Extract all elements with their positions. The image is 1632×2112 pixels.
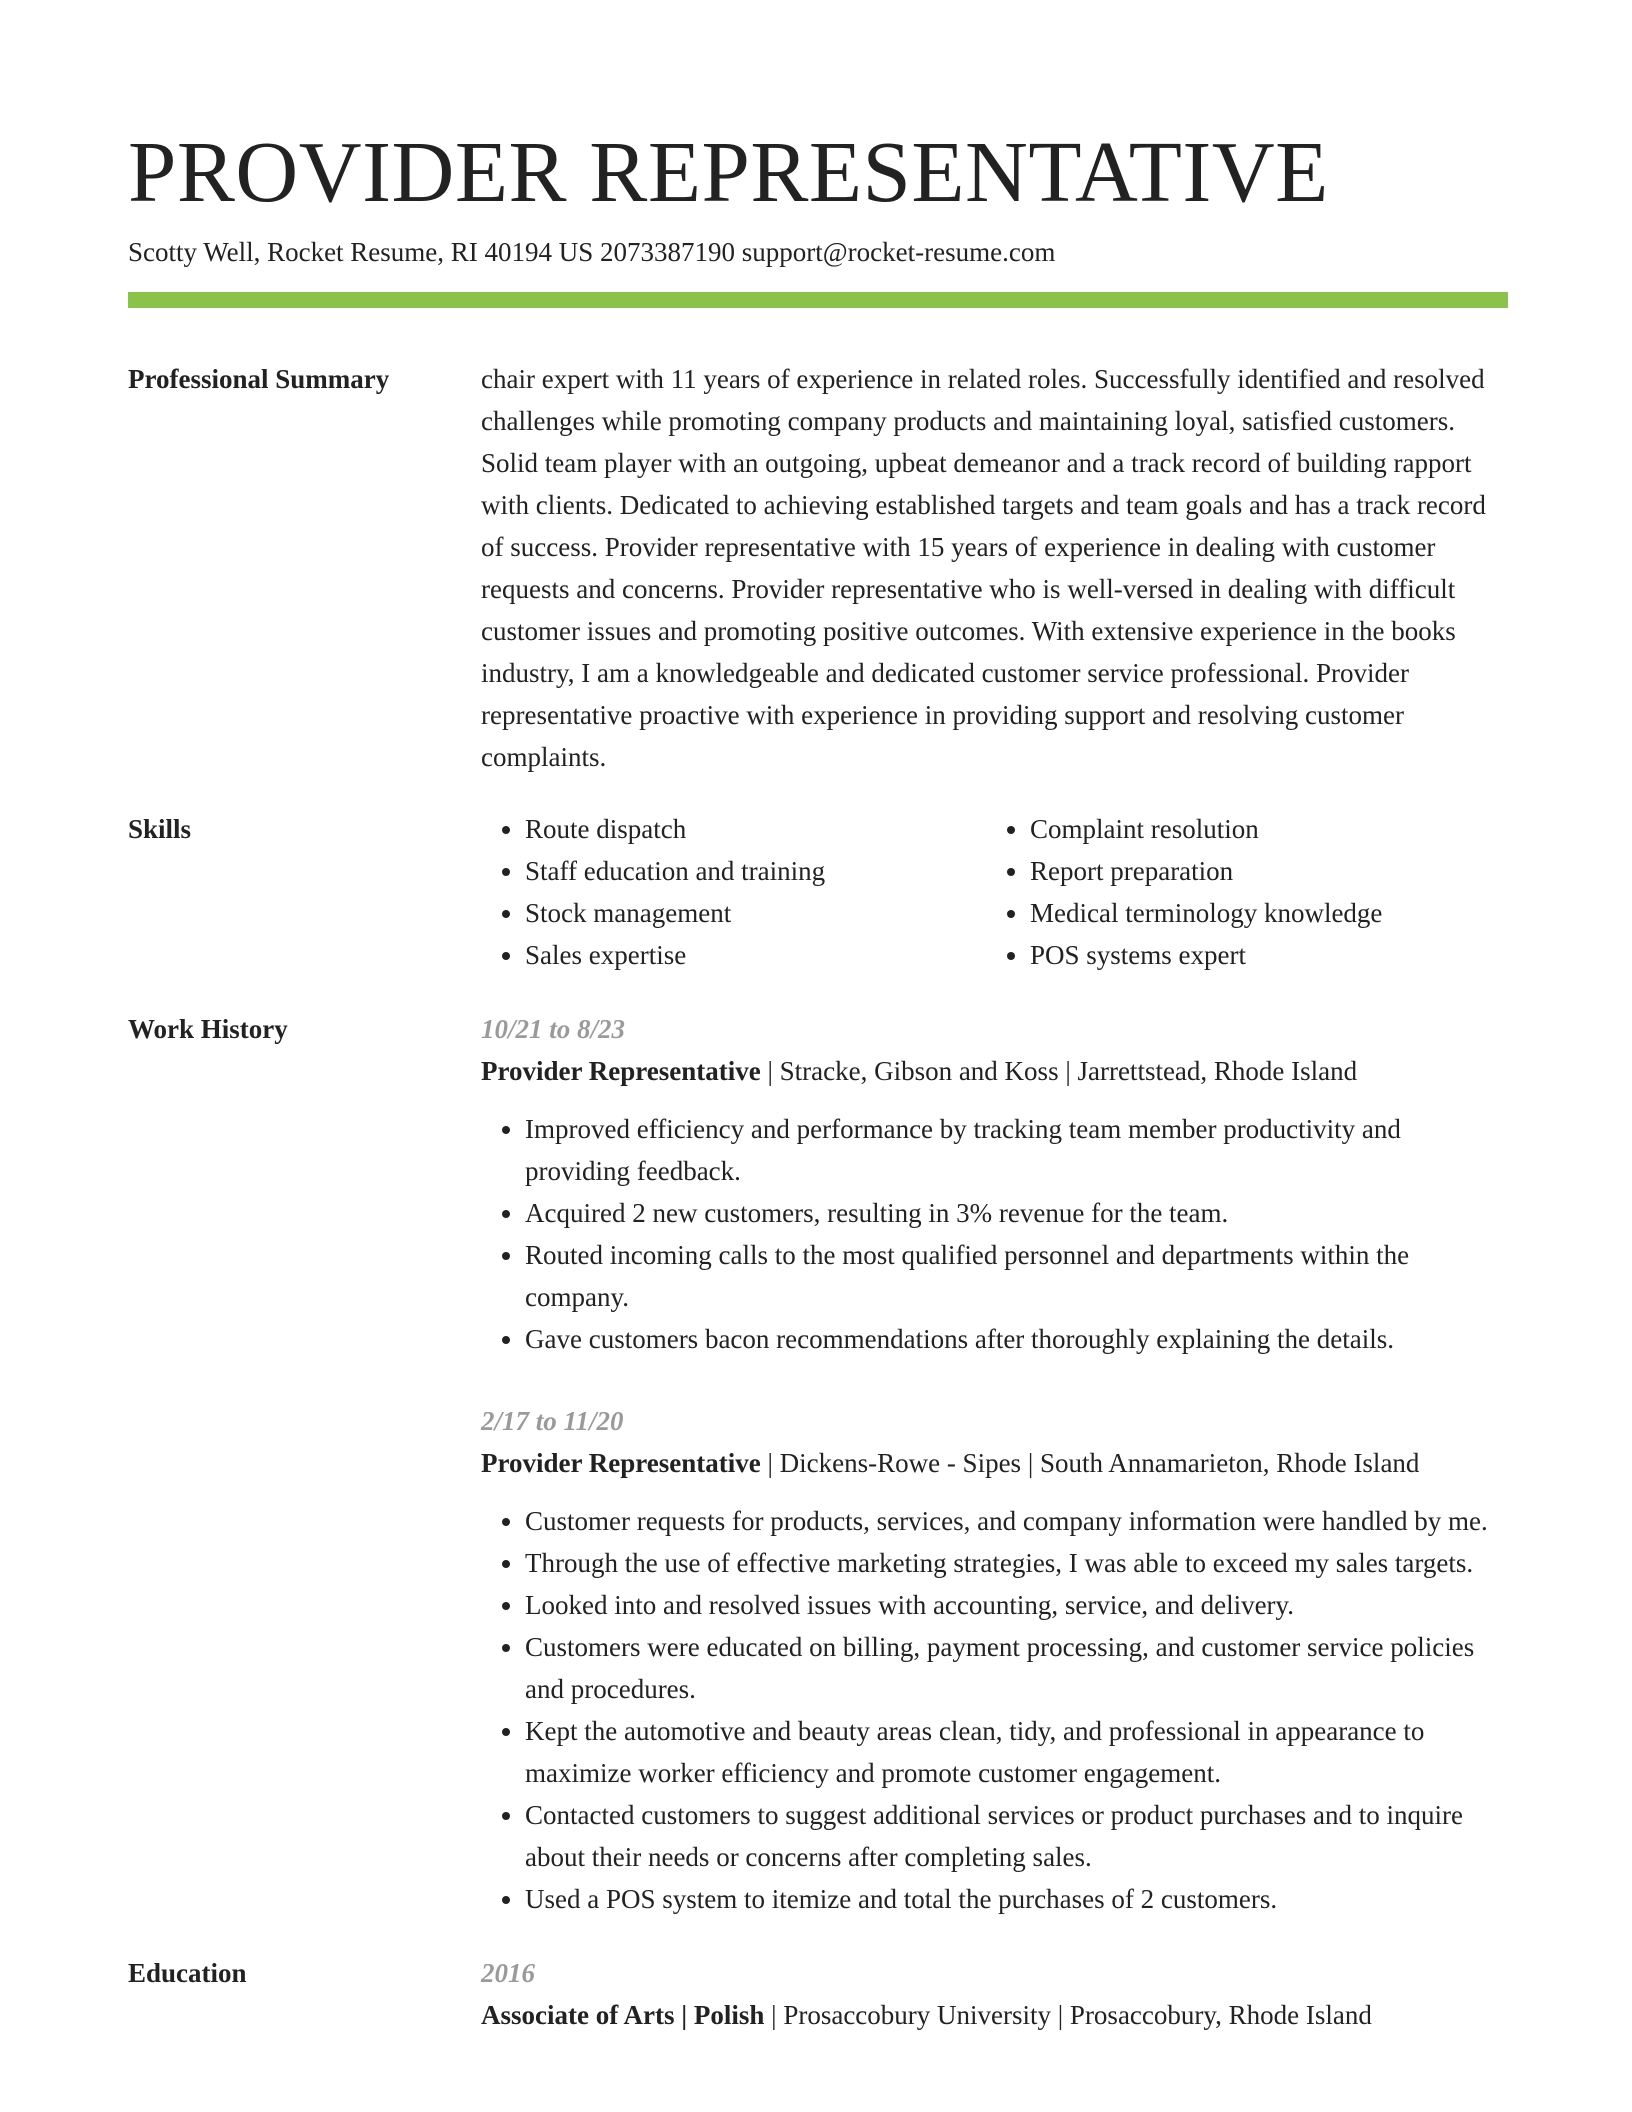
skills-section	[128, 808, 1508, 976]
skills-heading: Skills	[128, 814, 192, 844]
work-history-section	[128, 1008, 1508, 1920]
summary-section	[128, 358, 1508, 778]
job-dates: 2/17 to 11/20	[481, 1406, 624, 1436]
skill-item: • Stock management	[525, 892, 986, 934]
job-bullet: • Contacted customers to suggest additional services or product purchases and to inquire about their needs or concerns after completing sales.	[525, 1794, 1508, 1878]
job-entry	[481, 1400, 1508, 1920]
resume-title: PROVIDER REPRESENTATIVE	[128, 123, 1329, 220]
contact-info: Scotty Well, Rocket Resume, RI 40194 US 2073387190 support@rocket-resume.com	[128, 237, 1056, 267]
job-employer-location: | Dickens-Rowe - Sipes | South Annamarieton, Rhode Island	[760, 1448, 1420, 1478]
skill-item: • Route dispatch	[525, 808, 986, 850]
job-bullets	[481, 1500, 1508, 1920]
education-section	[128, 1952, 1508, 2036]
skill-item: • Staff education and training	[525, 850, 986, 892]
education-body	[481, 1952, 1508, 2036]
job-bullet: • Customer requests for products, services, and company information were handled by me.	[525, 1500, 1508, 1542]
work-history-body	[481, 1008, 1508, 1920]
skills-grid	[481, 808, 1508, 976]
job-bullet: • Gave customers bacon recommendations after thoroughly explaining the details.	[525, 1318, 1508, 1360]
job-dates: 10/21 to 8/23	[481, 1014, 626, 1044]
job-employer-location: | Stracke, Gibson and Koss | Jarrettstead, Rhode Island	[760, 1056, 1358, 1086]
education-heading: Education	[128, 1958, 247, 1988]
job-title-line	[481, 1050, 1508, 1092]
work-history-heading: Work History	[128, 1014, 288, 1044]
job-role: Provider Representative	[481, 1056, 761, 1086]
skill-item: • Sales expertise	[525, 934, 986, 976]
skill-item: • Complaint resolution	[1030, 808, 1491, 850]
job-bullet: • Through the use of effective marketing strategies, I was able to exceed my sales targets.	[525, 1542, 1508, 1584]
skill-item: • Medical terminology knowledge	[1030, 892, 1491, 934]
job-bullet: • Improved efficiency and performance by tracking team member productivity and providing feedback.	[525, 1108, 1508, 1192]
job-role: Provider Representative	[481, 1448, 761, 1478]
education-year: 2016	[481, 1958, 535, 1988]
job-bullet: • Looked into and resolved issues with accounting, service, and delivery.	[525, 1584, 1508, 1626]
summary-body	[481, 358, 1508, 778]
education-line	[481, 1994, 1508, 2036]
skills-list-right	[986, 808, 1491, 976]
skills-list-left	[481, 808, 986, 976]
header-accent-bar	[128, 292, 1508, 308]
job-bullet: • Acquired 2 new customers, resulting in 3% revenue for the team.	[525, 1192, 1508, 1234]
education-degree: Associate of Arts | Polish	[481, 2000, 765, 2030]
resume-page	[128, 0, 1508, 2036]
job-bullets	[481, 1108, 1508, 1360]
job-bullet: • Kept the automotive and beauty areas clean, tidy, and professional in appearance to maximize worker efficiency and promote customer engagement.	[525, 1710, 1508, 1794]
summary-text: chair expert with 11 years of experience in related roles. Successfully identified and resolved challenges while promoting company products and maintaining loyal, satisfied customers. Solid team player with an outgoing, upbeat demeanor and a track record of building rapport with clients. Dedicated to achieving established targets and team goals and has a track record of success. Provider representative with 15 years of experience in dealing with customer requests and concerns. Provider representative who is well-versed in dealing with difficult customer issues and promoting positive outcomes. With extensive experience in the books industry, I am a knowledgeable and dedicated customer service professional. Provider representative proactive with experience in providing support and resolving customer complaints.	[481, 364, 1486, 772]
job-bullet: • Routed incoming calls to the most qualified personnel and departments within the company.	[525, 1234, 1508, 1318]
job-entry	[481, 1008, 1508, 1360]
skill-item: • POS systems expert	[1030, 934, 1491, 976]
job-bullet: • Customers were educated on billing, payment processing, and customer service policies and procedures.	[525, 1626, 1508, 1710]
education-school-location: | Prosaccobury University | Prosaccobury, Rhode Island	[764, 2000, 1372, 2030]
summary-heading: Professional Summary	[128, 364, 390, 394]
skill-item: • Report preparation	[1030, 850, 1491, 892]
job-title-line	[481, 1442, 1508, 1484]
job-bullet: • Used a POS system to itemize and total the purchases of 2 customers.	[525, 1878, 1508, 1920]
